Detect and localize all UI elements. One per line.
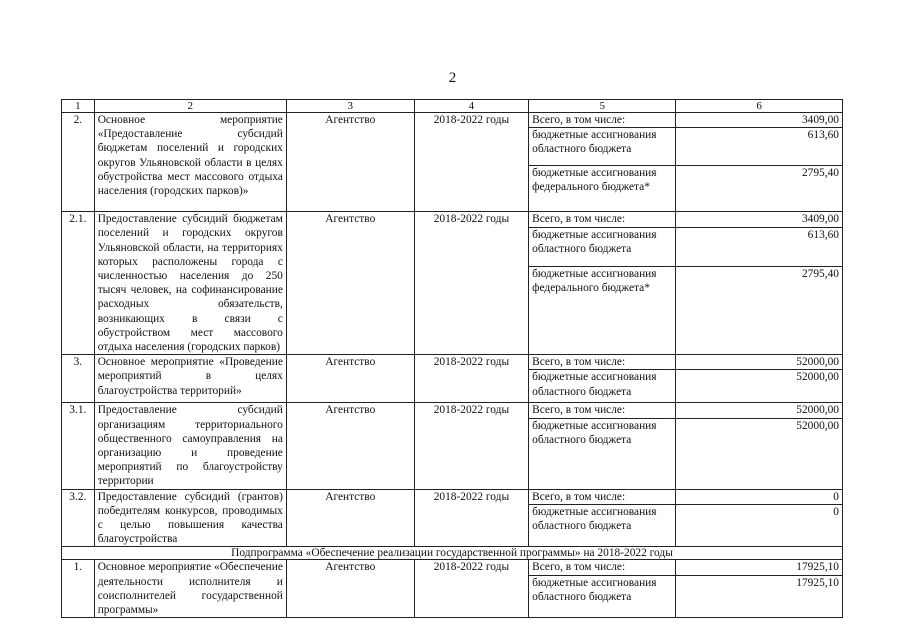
executor: Агентство — [286, 489, 414, 547]
implementation-period: 2018-2022 годы — [414, 212, 528, 355]
implementation-period: 2018-2022 годы — [414, 560, 528, 618]
column-header: 3 — [286, 100, 414, 113]
item-number: 3.2. — [62, 489, 95, 547]
funding-source: бюджетные ассигнования областного бюджета — [529, 227, 676, 266]
page-number: 2 — [448, 70, 457, 86]
column-header: 4 — [414, 100, 528, 113]
funding-source: бюджетные ассигнования областного бюджета — [529, 576, 676, 618]
funding-source: Всего, в том числе: — [529, 403, 676, 418]
table-row — [62, 403, 843, 418]
funding-source: Всего, в том числе: — [529, 489, 676, 505]
funding-source: бюджетные ассигнования областного бюджета — [529, 370, 676, 403]
implementation-period: 2018-2022 годы — [414, 489, 528, 547]
item-number: 3.1. — [62, 403, 95, 489]
funding-table — [61, 99, 843, 618]
funding-source: Всего, в том числе: — [529, 560, 676, 576]
item-number: 3. — [62, 355, 95, 403]
measure-description: Предоставление субсидий (грантов) победителям конкурсов, проводимых с целью повышения качества благоустройства — [94, 489, 286, 547]
executor: Агентство — [286, 113, 414, 212]
executor: Агентство — [286, 403, 414, 489]
funding-amount: 0 — [676, 505, 843, 547]
funding-source: бюджетные ассигнования областного бюджета — [529, 128, 676, 166]
funding-amount: 52000,00 — [676, 418, 843, 489]
table-row — [62, 212, 843, 228]
funding-amount: 2795,40 — [676, 166, 843, 212]
funding-amount: 52000,00 — [676, 403, 843, 418]
funding-source: бюджетные ассигнования федерального бюджета* — [529, 166, 676, 212]
funding-source: Всего, в том числе: — [529, 113, 676, 128]
executor: Агентство — [286, 560, 414, 618]
subprogram-row — [62, 547, 843, 560]
table-row — [62, 489, 843, 505]
column-header: 6 — [676, 100, 843, 113]
funding-amount: 0 — [676, 489, 843, 505]
table-row — [62, 113, 843, 128]
implementation-period: 2018-2022 годы — [414, 403, 528, 489]
funding-source: Всего, в том числе: — [529, 212, 676, 228]
executor: Агентство — [286, 212, 414, 355]
measure-description: Основное мероприятие «Проведение мероприятий в целях благоустройства территорий» — [94, 355, 286, 403]
implementation-period: 2018-2022 годы — [414, 113, 528, 212]
funding-amount: 3409,00 — [676, 113, 843, 128]
item-number: 2. — [62, 113, 95, 212]
funding-amount: 613,60 — [676, 128, 843, 166]
funding-source: бюджетные ассигнования областного бюджета — [529, 505, 676, 547]
table-row — [62, 355, 843, 370]
item-number: 2.1. — [62, 212, 95, 355]
funding-amount: 17925,10 — [676, 576, 843, 618]
measure-description: Основное мероприятие «Предоставление субсидий бюджетам поселений и городских округов Ульяновской области в целях обустройства мест массового отдыха населения (городских парков)» — [94, 113, 286, 212]
funding-amount: 3409,00 — [676, 212, 843, 228]
funding-source: Всего, в том числе: — [529, 355, 676, 370]
funding-source: бюджетные ассигнования федерального бюджета* — [529, 267, 676, 355]
subprogram-title: Подпрограмма «Обеспечение реализации государственной программы» на 2018-2022 годы — [62, 547, 843, 560]
column-header: 5 — [529, 100, 676, 113]
measure-description: Предоставление субсидий бюджетам поселений и городских округов Ульяновской области, на территориях которых расположены города с численностью населения до 250 тысяч человек, на софинансирование расходных обязательств, возникающих в связи с обустройством мест массового отдыха населения (городских парков) — [94, 212, 286, 355]
table-header-row — [62, 100, 843, 113]
item-number: 1. — [62, 560, 95, 618]
executor: Агентство — [286, 355, 414, 403]
column-header: 1 — [62, 100, 95, 113]
funding-amount: 52000,00 — [676, 355, 843, 370]
table-row — [62, 560, 843, 576]
funding-amount: 2795,40 — [676, 267, 843, 355]
funding-amount: 17925,10 — [676, 560, 843, 576]
funding-amount: 52000,00 — [676, 370, 843, 403]
measure-description: Основное мероприятие «Обеспечение деятельности исполнителя и соисполнителей государственной программы» — [94, 560, 286, 618]
column-header: 2 — [94, 100, 286, 113]
funding-amount: 613,60 — [676, 227, 843, 266]
measure-description: Предоставление субсидий организациям территориального общественного самоуправления на организацию и проведение мероприятий по благоустройству территории — [94, 403, 286, 489]
implementation-period: 2018-2022 годы — [414, 355, 528, 403]
funding-source: бюджетные ассигнования областного бюджета — [529, 418, 676, 489]
